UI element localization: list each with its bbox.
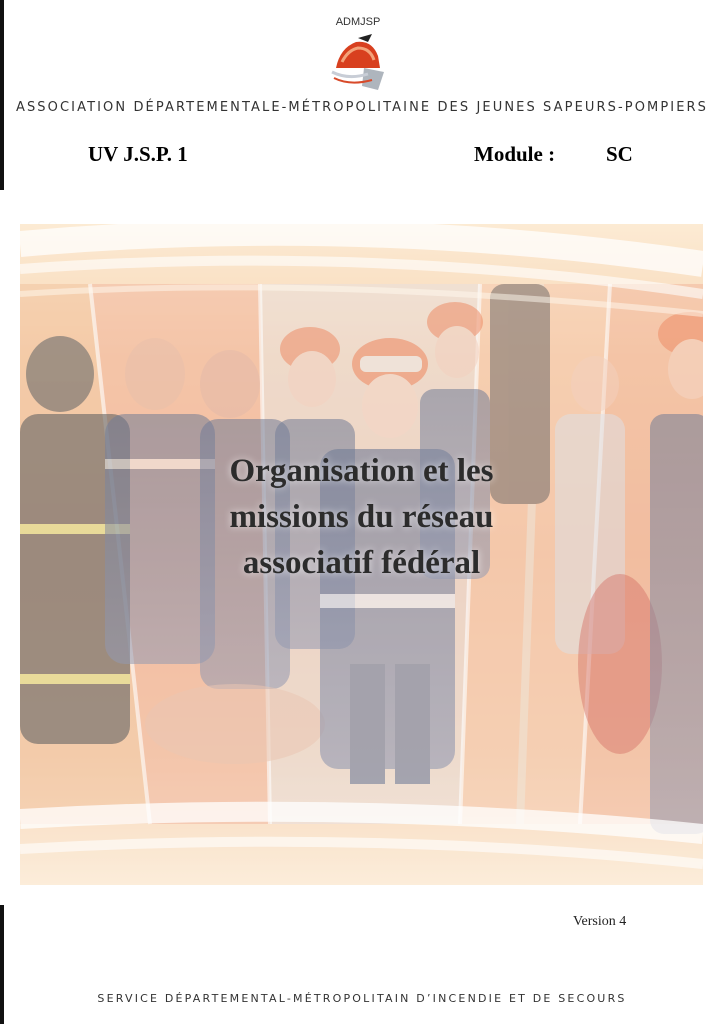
module-value: SC [606, 142, 633, 166]
version-label: Version 4 [573, 914, 627, 929]
module-label: Module : [474, 142, 556, 166]
admjsp-logo [318, 16, 398, 96]
left-margin-bar-bottom [0, 905, 4, 1024]
title-line-1: Organisation et les [229, 453, 494, 489]
cover-image [20, 224, 703, 885]
document-title [20, 448, 703, 586]
service-name: SERVICE DÉPARTEMENTAL-MÉTROPOLITAIN D’INCENDIE ET DE SECOURS [97, 992, 627, 1005]
left-margin-bar-top [0, 0, 4, 190]
title-line-2: missions du réseau [229, 499, 494, 535]
logo-text: ADMJSP [335, 16, 381, 28]
uv-label: UV J.S.P. 1 [88, 142, 188, 166]
title-line-3: associatif fédéral [242, 545, 481, 581]
association-name: ASSOCIATION DÉPARTEMENTALE-MÉTROPOLITAINE DES JEUNES SAPEURS-POMPIERS [15, 100, 709, 115]
helmet-icon [328, 28, 388, 94]
